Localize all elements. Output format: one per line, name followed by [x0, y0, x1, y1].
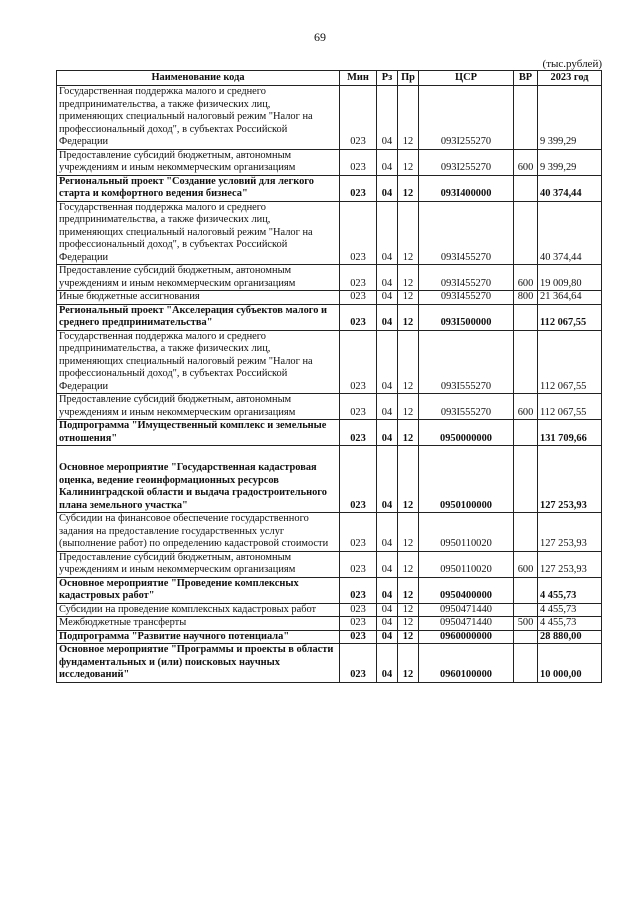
cell-vr: [514, 86, 538, 150]
cell-min: 023: [340, 446, 377, 513]
cell-min: 023: [340, 330, 377, 394]
cell-pr: 12: [398, 603, 419, 617]
col-header-amount: 2023 год: [538, 71, 602, 86]
cell-name: Предоставление субсидий бюджетным, автономным учреждениям и иным некоммерческим организациям: [57, 265, 340, 291]
budget-table: [56, 70, 602, 683]
cell-rz: 04: [377, 265, 398, 291]
page-number: 69: [314, 30, 326, 44]
cell-min: 023: [340, 86, 377, 150]
table-row: [57, 446, 602, 513]
table-row: [57, 617, 602, 631]
cell-csr: 0950471440: [419, 617, 514, 631]
table-row: [57, 577, 602, 603]
cell-min: 023: [340, 630, 377, 644]
cell-csr: 0950110020: [419, 551, 514, 577]
table-row: [57, 175, 602, 201]
cell-rz: 04: [377, 201, 398, 265]
col-header-vr: ВР: [514, 71, 538, 86]
cell-amount: 127 253,93: [538, 513, 602, 552]
cell-csr: 0950471440: [419, 603, 514, 617]
cell-amount: 10 000,00: [538, 644, 602, 683]
cell-pr: 12: [398, 551, 419, 577]
cell-pr: 12: [398, 513, 419, 552]
cell-rz: 04: [377, 644, 398, 683]
cell-min: 023: [340, 201, 377, 265]
cell-pr: 12: [398, 420, 419, 446]
cell-vr: [514, 630, 538, 644]
table-row: [57, 603, 602, 617]
cell-pr: 12: [398, 446, 419, 513]
cell-csr: 093I455270: [419, 265, 514, 291]
table-row: [57, 149, 602, 175]
cell-rz: 04: [377, 149, 398, 175]
cell-min: 023: [340, 265, 377, 291]
cell-amount: 112 067,55: [538, 304, 602, 330]
cell-rz: 04: [377, 577, 398, 603]
cell-amount: 28 880,00: [538, 630, 602, 644]
cell-vr: [514, 644, 538, 683]
cell-rz: 04: [377, 291, 398, 305]
table-row: [57, 291, 602, 305]
table-header-row: [57, 71, 602, 86]
cell-pr: 12: [398, 201, 419, 265]
cell-rz: 04: [377, 394, 398, 420]
cell-pr: 12: [398, 175, 419, 201]
cell-vr: 600: [514, 394, 538, 420]
cell-csr: 0950110020: [419, 513, 514, 552]
cell-csr: 093I455270: [419, 291, 514, 305]
table-row: [57, 513, 602, 552]
cell-rz: 04: [377, 551, 398, 577]
cell-name: Субсидии на проведение комплексных кадастровых работ: [57, 603, 340, 617]
cell-amount: 127 253,93: [538, 551, 602, 577]
cell-name: Региональный проект "Акселерация субъектов малого и среднего предпринимательства": [57, 304, 340, 330]
cell-name: Предоставление субсидий бюджетным, автономным учреждениям и иным некоммерческим организациям: [57, 551, 340, 577]
cell-name: Межбюджетные трансферты: [57, 617, 340, 631]
cell-csr: 093I500000: [419, 304, 514, 330]
cell-amount: 131 709,66: [538, 420, 602, 446]
col-header-rz: Рз: [377, 71, 398, 86]
cell-rz: 04: [377, 513, 398, 552]
col-header-csr: ЦСР: [419, 71, 514, 86]
cell-amount: 112 067,55: [538, 330, 602, 394]
cell-pr: 12: [398, 394, 419, 420]
col-header-name: Наименование кода: [57, 71, 340, 86]
cell-vr: [514, 420, 538, 446]
col-header-pr: Пр: [398, 71, 419, 86]
table-row: [57, 644, 602, 683]
cell-vr: 600: [514, 265, 538, 291]
cell-min: 023: [340, 175, 377, 201]
cell-pr: 12: [398, 86, 419, 150]
cell-vr: [514, 330, 538, 394]
cell-vr: 500: [514, 617, 538, 631]
cell-rz: 04: [377, 446, 398, 513]
cell-name: Субсидии на финансовое обеспечение государственного задания на предоставление государственных услуг (выполнение работ) по определению кадастровой стоимости: [57, 513, 340, 552]
cell-name: Иные бюджетные ассигнования: [57, 291, 340, 305]
cell-name: Основное мероприятие "Программы и проекты в области фундаментальных и (или) поисковых научных исследований": [57, 644, 340, 683]
cell-name: Подпрограмма "Развитие научного потенциала": [57, 630, 340, 644]
cell-pr: 12: [398, 644, 419, 683]
cell-pr: 12: [398, 617, 419, 631]
cell-rz: 04: [377, 420, 398, 446]
cell-vr: 800: [514, 291, 538, 305]
cell-min: 023: [340, 617, 377, 631]
cell-csr: 093I255270: [419, 149, 514, 175]
cell-vr: 600: [514, 149, 538, 175]
cell-rz: 04: [377, 86, 398, 150]
cell-amount: 9 399,29: [538, 86, 602, 150]
cell-amount: 4 455,73: [538, 577, 602, 603]
cell-csr: 0950100000: [419, 446, 514, 513]
cell-min: 023: [340, 291, 377, 305]
cell-amount: 21 364,64: [538, 291, 602, 305]
cell-vr: [514, 513, 538, 552]
cell-csr: 093I555270: [419, 330, 514, 394]
cell-name: Региональный проект "Создание условий для легкого старта и комфортного ведения бизнеса": [57, 175, 340, 201]
cell-csr: 093I255270: [419, 86, 514, 150]
cell-csr: 093I455270: [419, 201, 514, 265]
cell-rz: 04: [377, 175, 398, 201]
cell-min: 023: [340, 394, 377, 420]
cell-name: Предоставление субсидий бюджетным, автономным учреждениям и иным некоммерческим организациям: [57, 394, 340, 420]
table-row: [57, 394, 602, 420]
cell-amount: 40 374,44: [538, 175, 602, 201]
cell-name: Государственная поддержка малого и среднего предпринимательства, а также физических лиц, применяющих специальный налоговый режим "Налог на профессиональный доход", в субъектах Российской Федерации: [57, 330, 340, 394]
cell-min: 023: [340, 149, 377, 175]
cell-amount: 127 253,93: [538, 446, 602, 513]
cell-amount: 4 455,73: [538, 603, 602, 617]
cell-name: Основное мероприятие "Проведение комплексных кадастровых работ": [57, 577, 340, 603]
cell-vr: 600: [514, 551, 538, 577]
cell-pr: 12: [398, 577, 419, 603]
col-header-min: Мин: [340, 71, 377, 86]
cell-name: Предоставление субсидий бюджетным, автономным учреждениям и иным некоммерческим организациям: [57, 149, 340, 175]
cell-csr: 093I400000: [419, 175, 514, 201]
cell-amount: 19 009,80: [538, 265, 602, 291]
cell-vr: [514, 603, 538, 617]
cell-min: 023: [340, 577, 377, 603]
table-row: [57, 330, 602, 394]
cell-vr: [514, 304, 538, 330]
table-row: [57, 265, 602, 291]
cell-pr: 12: [398, 149, 419, 175]
cell-rz: 04: [377, 603, 398, 617]
cell-amount: 112 067,55: [538, 394, 602, 420]
table-row: [57, 551, 602, 577]
cell-amount: 9 399,29: [538, 149, 602, 175]
cell-vr: [514, 577, 538, 603]
table-row: [57, 420, 602, 446]
cell-min: 023: [340, 644, 377, 683]
units-label: (тыс.рублей): [542, 58, 602, 70]
cell-csr: 093I555270: [419, 394, 514, 420]
cell-rz: 04: [377, 630, 398, 644]
cell-name: Государственная поддержка малого и среднего предпринимательства, а также физических лиц, применяющих специальный налоговый режим "Налог на профессиональный доход", в субъектах Российской Федерации: [57, 201, 340, 265]
cell-rz: 04: [377, 304, 398, 330]
cell-csr: 0950400000: [419, 577, 514, 603]
cell-csr: 0960100000: [419, 644, 514, 683]
cell-min: 023: [340, 420, 377, 446]
cell-pr: 12: [398, 330, 419, 394]
table-row: [57, 630, 602, 644]
table-row: [57, 201, 602, 265]
cell-csr: 0950000000: [419, 420, 514, 446]
cell-pr: 12: [398, 265, 419, 291]
cell-rz: 04: [377, 617, 398, 631]
cell-amount: 40 374,44: [538, 201, 602, 265]
cell-name: Государственная поддержка малого и среднего предпринимательства, а также физических лиц, применяющих специальный налоговый режим "Налог на профессиональный доход", в субъектах Российской Федерации: [57, 86, 340, 150]
cell-vr: [514, 201, 538, 265]
cell-min: 023: [340, 603, 377, 617]
cell-vr: [514, 446, 538, 513]
cell-csr: 0960000000: [419, 630, 514, 644]
cell-pr: 12: [398, 630, 419, 644]
table-body: [57, 86, 602, 683]
cell-vr: [514, 175, 538, 201]
cell-min: 023: [340, 513, 377, 552]
cell-rz: 04: [377, 330, 398, 394]
cell-amount: 4 455,73: [538, 617, 602, 631]
cell-name: Подпрограмма "Имущественный комплекс и земельные отношения": [57, 420, 340, 446]
cell-pr: 12: [398, 291, 419, 305]
cell-min: 023: [340, 304, 377, 330]
cell-name: Основное мероприятие "Государственная кадастровая оценка, ведение геоинформационных ресурсов Калининградской области и выдача градостроительного плана земельного участка": [57, 446, 340, 513]
cell-pr: 12: [398, 304, 419, 330]
table-row: [57, 86, 602, 150]
cell-min: 023: [340, 551, 377, 577]
table-row: [57, 304, 602, 330]
